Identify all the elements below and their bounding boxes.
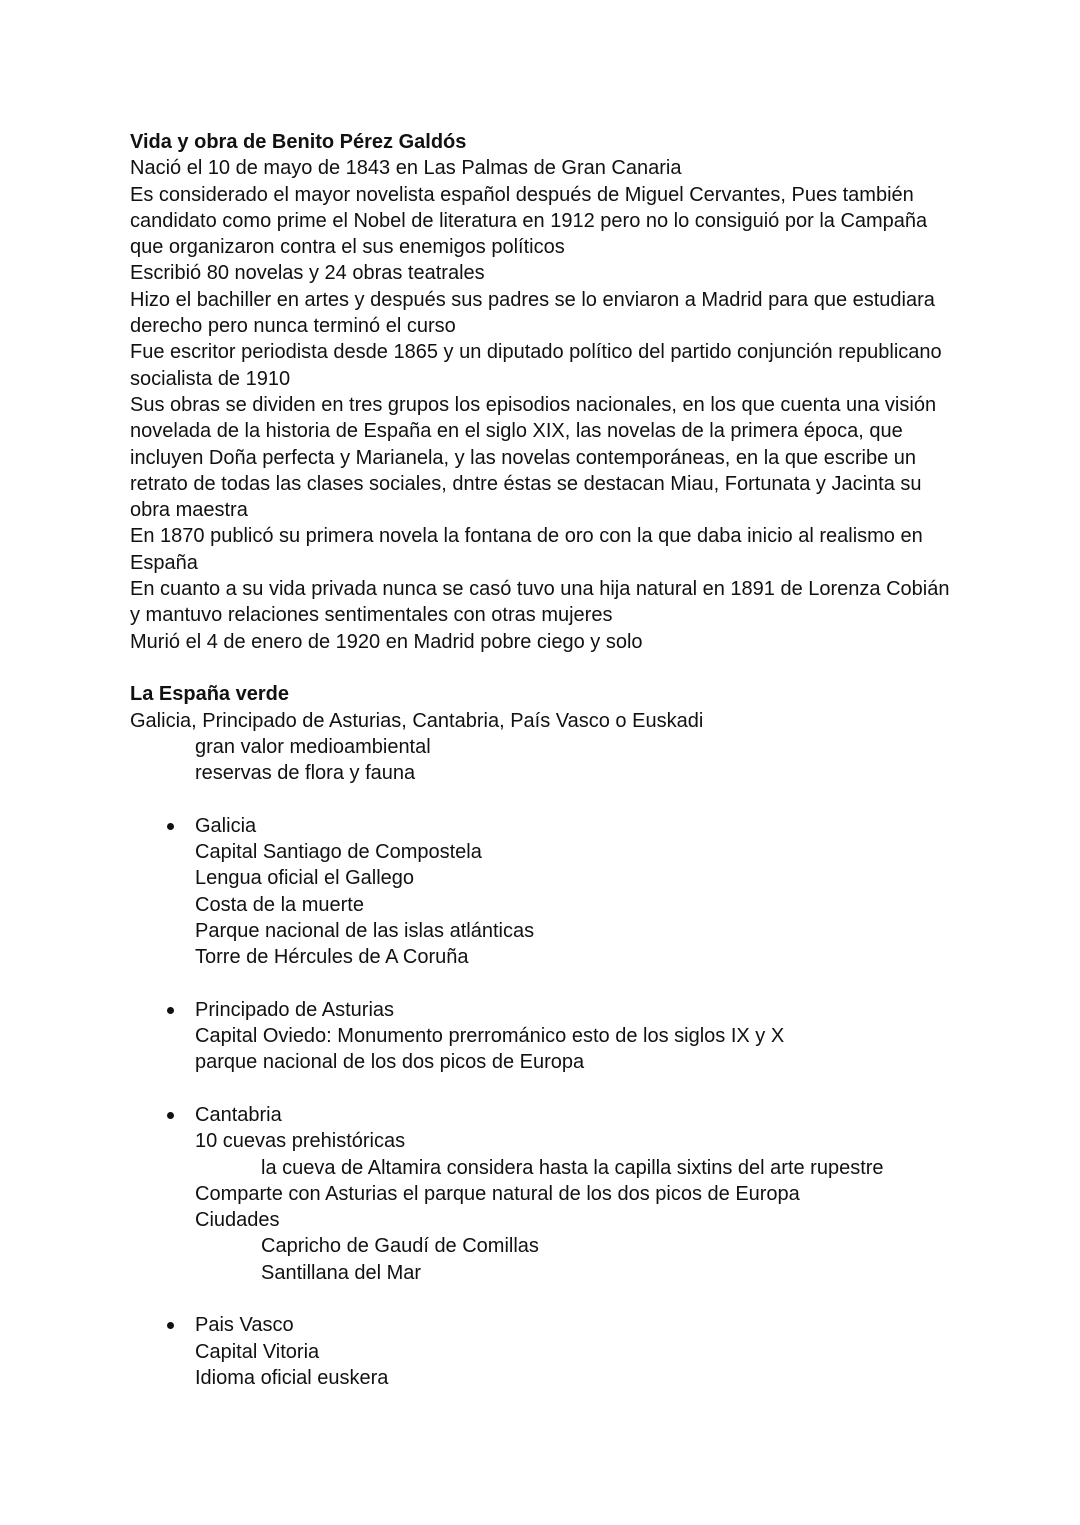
section-title-espana-verde: La España verde	[130, 683, 289, 706]
list-item-line: Costa de la muerte	[195, 893, 364, 916]
paragraph: Hizo el bachiller en artes y después sus padres se lo enviaron a Madrid para que estudiara derecho pero nunca terminó el curso	[130, 288, 935, 338]
spacer	[130, 1286, 960, 1312]
bullet-icon	[167, 1007, 174, 1014]
list-item-title: Galicia	[195, 814, 257, 837]
spacer	[130, 655, 960, 681]
spacer	[130, 971, 960, 997]
list-item-line: Lengua oficial el Gallego	[195, 867, 415, 890]
list-item-asturias	[130, 997, 960, 1076]
list-item-line: parque nacional de los dos picos de Europa	[195, 1051, 585, 1074]
spacer	[130, 786, 960, 812]
paragraph: Sus obras se dividen en tres grupos los episodios nacionales, en los que cuenta una visión novelada de la historia de España en el siglo XIX, las novelas de la primera época, que incluyen Doña perfecta y Marianela, y las novelas contemporáneas, en la que escribe un retrato de todas las clases sociales, dntre éstas se destacan Miau, Fortunata y Jacinta su obra maestra	[130, 393, 937, 522]
list-item-line: Torre de Hércules de A Coruña	[195, 946, 469, 969]
section-title-galdos: Vida y obra de Benito Pérez Galdós	[130, 131, 467, 153]
list-item-line: Capital Vitoria	[195, 1340, 320, 1363]
document-page	[130, 129, 960, 1391]
intro-line: Galicia, Principado de Asturias, Cantabria, País Vasco o Euskadi	[130, 709, 704, 732]
list-item-title: Pais Vasco	[195, 1314, 294, 1337]
list-item-line: Parque nacional de las islas atlánticas	[195, 919, 535, 942]
spacer	[130, 1076, 960, 1102]
list-item-line: Capital Oviedo: Monumento prerrománico esto de los siglos IX y X	[195, 1025, 785, 1048]
bullet-icon	[167, 1322, 174, 1329]
intro-sub-line: reservas de flora y fauna	[195, 762, 416, 785]
list-item-sub-line: Santillana del Mar	[261, 1261, 422, 1284]
paragraph: En cuanto a su vida privada nunca se casó tuvo una hija natural en 1891 de Lorenza Cobián y mantuvo relaciones sentimentales con otras mujeres	[130, 578, 950, 627]
list-item-pais-vasco	[130, 1312, 960, 1391]
paragraph: Escribió 80 novelas y 24 obras teatrales	[130, 262, 485, 285]
list-item-line: Capital Santiago de Compostela	[195, 841, 482, 864]
list-item-title: Principado de Asturias	[195, 998, 395, 1021]
paragraph: Fue escritor periodista desde 1865 y un diputado político del partido conjunción republicano socialista de 1910	[130, 341, 942, 390]
bullet-icon	[167, 1112, 174, 1119]
list-item-line: Ciudades	[195, 1209, 280, 1232]
paragraph: Murió el 4 de enero de 1920 en Madrid pobre ciego y solo	[130, 630, 643, 653]
paragraph: Es considerado el mayor novelista español después de Miguel Cervantes, Pues también candidato como prime el Nobel de literatura en 1912 pero no lo consiguió por la Campaña que organizaron contra el sus enemigos políticos	[130, 183, 928, 259]
list-item-sub-line: la cueva de Altamira considera hasta la capilla sixtins del arte rupestre	[261, 1156, 884, 1179]
list-item-title: Cantabria	[195, 1103, 282, 1126]
bullet-icon	[167, 823, 174, 830]
list-item-line: Idioma oficial euskera	[195, 1366, 389, 1389]
list-item-sub-line: Capricho de Gaudí de Comillas	[261, 1235, 539, 1258]
paragraph: Nació el 10 de mayo de 1843 en Las Palmas de Gran Canaria	[130, 157, 682, 180]
list-item-cantabria	[130, 1102, 960, 1286]
list-item-galicia	[130, 813, 960, 971]
paragraph: En 1870 publicó su primera novela la fontana de oro con la que daba inicio al realismo en España	[130, 525, 923, 574]
list-item-line: Comparte con Asturias el parque natural de los dos picos de Europa	[195, 1182, 800, 1205]
intro-sub-line: gran valor medioambiental	[195, 735, 431, 758]
list-item-line: 10 cuevas prehistóricas	[195, 1130, 406, 1153]
